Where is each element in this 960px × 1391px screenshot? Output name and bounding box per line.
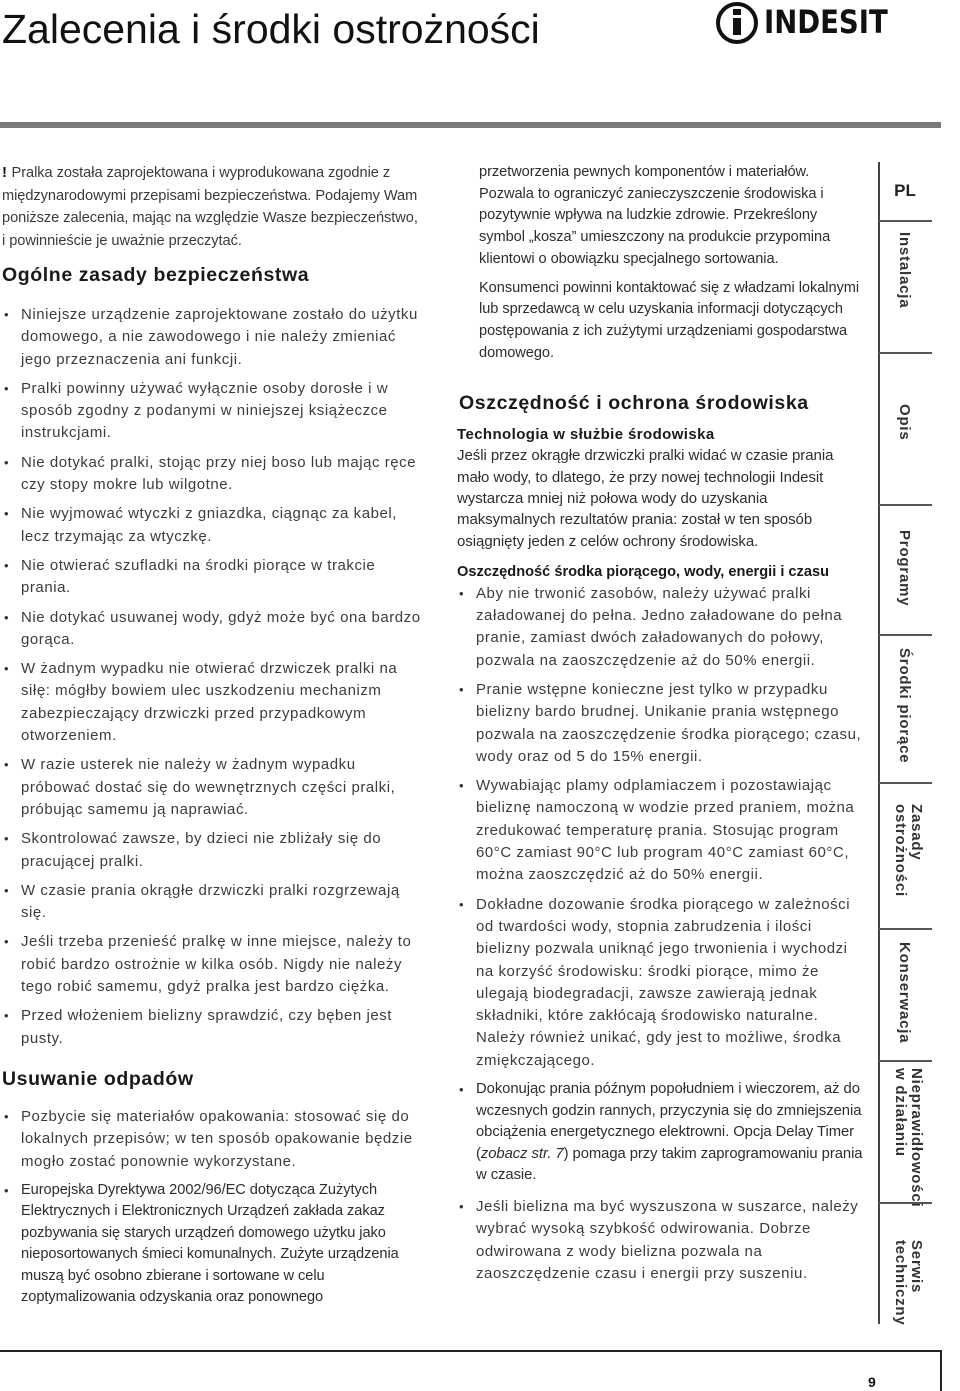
list-item: • Pranie wstępne konieczne jest tylko w przypadku bielizny bardo brudnej. Unikanie prania wstępnego pozwala na zaoszczędzenie środka piorącego; czasu, wody oraz od 5 do 15% energii. (459, 681, 862, 765)
section-general-safety-title: Ogólne zasady bezpieczeństwa (2, 264, 310, 286)
bullet-icon: • (4, 506, 10, 522)
bullet-icon: • (459, 585, 465, 601)
bullet-icon: • (4, 307, 10, 322)
list-item: • Skontrolować zawsze, by dzieci nie zbliżały się do pracującej pralki. (4, 830, 382, 870)
section-environment-title: Oszczędność i ochrona środowiska (459, 392, 809, 415)
tab-zasady-ostroznosci[interactable]: Zasady ostrożności (878, 782, 932, 926)
tab-programy[interactable]: Programy (878, 504, 932, 636)
logo-i-bar (733, 18, 741, 35)
indesit-logo (716, 2, 890, 46)
list-item: • Przed włożeniem bielizny sprawdzić, czy bęben jest pusty. (4, 1007, 392, 1047)
page-title: Zalecenia i środki ostrożności (2, 6, 540, 52)
list-item: • Jeśli bielizna ma być wyszuszona w suszarce, należy wybrać wysoką szybkość odwirowania. Dobrze odwirowana z wody bielizna pozwala na zaoszczędzenie czasu i energii przy suszeniu. (459, 1198, 859, 1282)
tab-instalacja[interactable]: Instalacja (878, 220, 932, 344)
list-item: • W razie usterek nie należy w żadnym wypadku próbować dostać się do wewnętrznych części pralki, próbując samemu ją naprawiać. (4, 756, 396, 818)
tab-konserwacja[interactable]: Konserwacja (878, 928, 932, 1062)
list-item: • Nie dotykać usuwanej wody, gdyż może być ona bardzo gorąca. (4, 608, 421, 648)
section-waste-title: Usuwanie odpadów (2, 1067, 194, 1090)
list-item: • W czasie prania okrągłe drzwiczki pralki rozgrzewają się. (4, 881, 400, 922)
footer-corner-line (940, 1350, 942, 1391)
list-item: • Aby nie trwonić zasobów, należy używać pralki załadowanej do pełna. Jedno załadowane do pełna pranie, zamiast dwóch załadowanych do połowy, pozwala na zaoszczędzenie aż do 50% energii. (459, 584, 843, 669)
intro-text: Pralka została zaprojektowana i wyprodukowana zgodnie z międzynarodowymi przepisami bezpieczeństwa. Podajemy Wam poniższe zalecenia, mając na względzie Wasze bezpieczeństwo, i powinnieście je uważnie przeczytać. (2, 165, 418, 249)
list-item: • W żadnym wypadku nie otwierać drzwiczek pralki na siłę: mógłby bowiem ulec uszkodzeniu mechanizm zabezpieczający drzwiczki przed przypadkowym otworzeniem. (4, 660, 398, 745)
bullet-icon: • (4, 831, 10, 847)
savings-list-end (457, 1196, 867, 1285)
bullet-icon: • (459, 1082, 464, 1098)
left-column (2, 162, 422, 1316)
waste-continuation: przetworzenia pewnych komponentów i materiałów. Pozwala to ograniczyć zanieczyszczenie środowiska i pozytywnie wpływa na ludzkie zdrowie. Przekreślony symbol „kosza” umieszczony na produkcie przypomina klientowi o obowiązku specjalnego sortowania. (479, 164, 831, 267)
tab-serwis-techniczny[interactable]: Serwis techniczny (878, 1202, 932, 1326)
savings-subtitle: Oszczędność środka piorącego, wody, energii i czasu (457, 563, 829, 580)
bullet-icon: • (4, 882, 10, 898)
bullet-icon: • (4, 661, 10, 677)
list-item: • Nie wyjmować wtyczki z gniazdka, ciągnąc za kabel, lecz trzymając za wtyczkę. (4, 505, 397, 545)
logo-i-dot (733, 9, 741, 15)
bullet-icon: • (4, 934, 10, 950)
list-item: • Pozbycie się materiałów opakowania: stosować się do lokalnych przepisów; w ten sposób opakowanie będzie mogło zostać ponownie wykorzystane. (4, 1107, 413, 1170)
general-safety-list (2, 304, 422, 1050)
warning-mark: ! (2, 164, 8, 181)
list-item: • Dokładne dozowanie środka piorącego w zależności od twardości wody, stopnia zabrudzenia i ilości bielizny pozwala uniknąć jego trwonienia i wychodzi na korzyść środowisku: środki piorące, mimo że ulegają biodegradacji, zawsze zawierają jednak składniki, które zakłócają środowisko naturalne. Należy również unikać, gdy jest to możliwe, środka zmiękczającego. (459, 895, 851, 1069)
bullet-icon: • (459, 896, 465, 912)
bullet-icon: • (4, 1182, 9, 1198)
list-item: • Nie otwierać szufladki na środki piorące w trakcie prania. (4, 556, 376, 597)
intro-paragraph (2, 162, 422, 252)
savings-list-cont (457, 1079, 867, 1187)
right-column (457, 162, 867, 1292)
brand-name: INDESIT (764, 3, 888, 41)
list-item: • Niniejsze urządzenie zaprojektowane zostało do użytku domowego, a nie zawodowego i nie należy zmieniać jego przeznaczenia ani funkcji. (4, 306, 418, 368)
bullet-icon: • (459, 778, 465, 794)
header-divider (0, 122, 941, 128)
waste-list (2, 1106, 422, 1309)
tab-opis[interactable]: Opis (878, 352, 932, 496)
bullet-icon: • (4, 757, 10, 773)
list-item: • Wywabiając plamy odplamiaczem i pozostawiając bieliznę namoczoną w wodzie przed praniem, można zredukować temperaturę prania. Stosując program 60°C zamiast 90°C lub program 40°C zamiast 60°C, można zaoszczędzić aż do 50% energii. (459, 777, 855, 884)
language-label: PL (894, 181, 916, 200)
bullet-icon: • (4, 1008, 10, 1024)
tab-nieprawidlowosci[interactable]: Nieprawidłowości w działaniu (878, 1060, 932, 1202)
bullet-icon: • (459, 1199, 465, 1215)
bullet-icon: • (4, 380, 10, 396)
section-sidebar (878, 162, 932, 1324)
bullet-icon: • (4, 609, 10, 625)
bullet-icon: • (459, 682, 465, 697)
list-item: • Nie dotykać pralki, stojąc przy niej boso lub mając ręce czy stopy mokre lub wilgotne. (4, 453, 417, 494)
tab-srodki-piorace[interactable]: Środki piorące (878, 634, 932, 782)
bullet-icon: • (4, 1108, 10, 1124)
consumer-note: Konsumenci powinni kontaktować się z władzami lokalnymi lub sprzedawcą w celu uzyskania informacji dotyczących postępowania z ich zużytymi urządzeniami gospodarstwa domowego. (479, 279, 860, 361)
savings-list (457, 583, 867, 1072)
bullet-icon: • (4, 454, 10, 470)
list-item: • Europejska Dyrektywa 2002/96/EC dotycząca Zużytych Elektrycznych i Elektronicznych Urządzeń zakłada zakaz pozbywania się starych urządzeń domowego użytku jako nieposortowanych śmieci komunalnych. Zużyte urządzenia muszą być osobno zbierane i sortowane w celu zoptymalizowania odzyskania oraz ponownego (4, 1181, 399, 1306)
list-item: • Jeśli trzeba przenieść pralkę w inne miejsce, należy to robić bardzo ostrożnie w kilka osób. Nigdy nie należy tego robić samemu, gdyż pralka jest bardzo ciężka. (4, 933, 412, 996)
page-number: 9 (868, 1374, 876, 1390)
technology-text: Jeśli przez okrągłe drzwiczki pralki widać w czasie prania mało wody, to dlatego, że przy nowej technologii Indesit wystarcza mniej niż połowa wody do uzyskania maksymalnych rezultatów prania: został w ten sposób osiągnięty jeden z celów ochrony środowiska. (457, 447, 834, 550)
footer-divider (0, 1350, 941, 1352)
technology-subtitle: Technologia w służbie środowiska (457, 426, 715, 444)
list-item: • Pralki powinny używać wyłącznie osoby dorosłe i w sposób zgodny z podanymi w niniejszej książeczce instrukcjami. (4, 379, 389, 442)
bullet-icon: • (4, 557, 10, 573)
list-item: • Dokonując prania późnym popołudniem i wieczorem, aż do wczesnych godzin rannych, przyczynia się do zmniejszenia obciążenia energetycznego elektrowni. Opcja Delay Timer (zobacz str. 7) pomaga przy takim zaprogramowaniu prania w czasie. (459, 1081, 863, 1184)
